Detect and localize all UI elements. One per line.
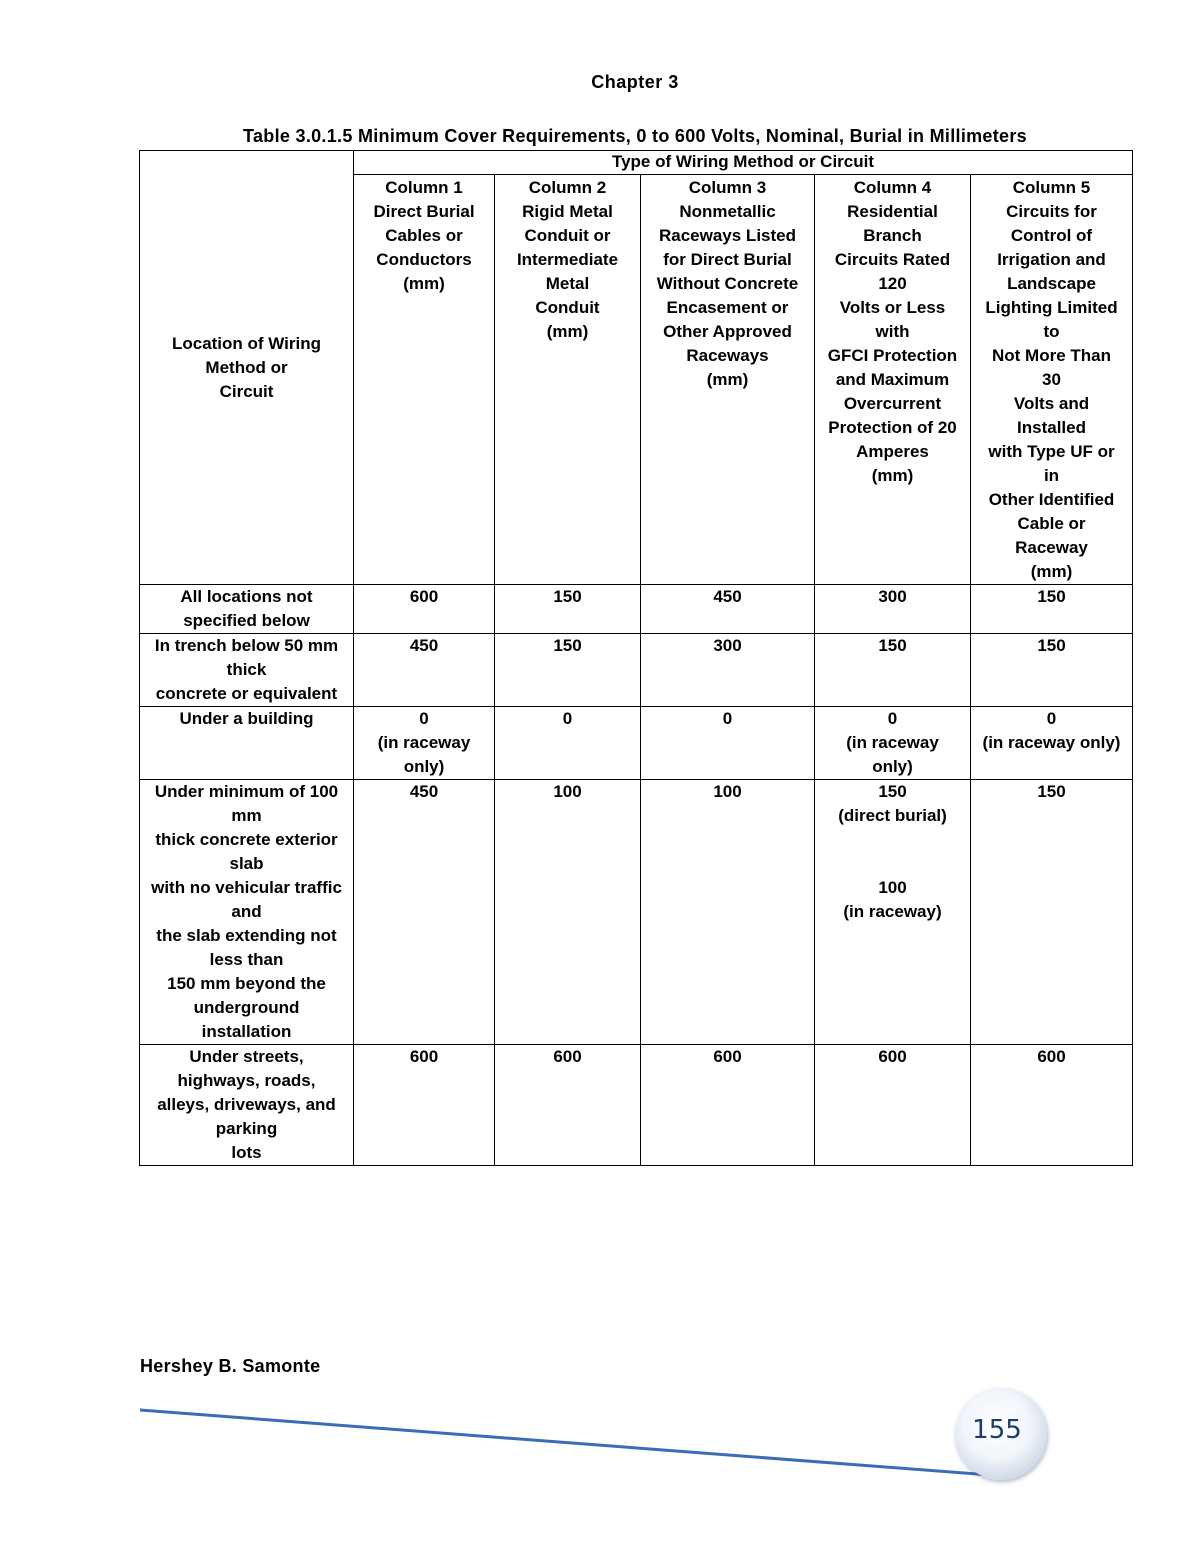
cell-value: 150 <box>971 634 1133 707</box>
cell-value: 600 <box>354 585 495 634</box>
page-number: 155 <box>972 1415 1022 1445</box>
cell-value: 600 <box>354 1045 495 1166</box>
cell-value: 150 <box>971 585 1133 634</box>
cell-value: 0 <box>495 707 641 780</box>
cell-value: 600 <box>641 1045 815 1166</box>
column-header-1: Column 1 Direct Burial Cables or Conductors (mm) <box>354 175 495 585</box>
cell-value: 100 <box>495 780 641 1045</box>
footer-decorative-line <box>140 1405 1000 1485</box>
row-header-location: Location of Wiring Method or Circuit <box>140 151 354 585</box>
row-location: All locations not specified below <box>140 585 354 634</box>
cell-value: 600 <box>971 1045 1133 1166</box>
cell-value: 0 (in raceway only) <box>815 707 971 780</box>
table-title: Table 3.0.1.5 Minimum Cover Requirements, 0 to 600 Volts, Nominal, Burial in Millimeters <box>243 126 1027 146</box>
cell-value: 450 <box>354 780 495 1045</box>
cell-value: 450 <box>641 585 815 634</box>
table-row <box>140 707 1133 780</box>
column-header-2: Column 2 Rigid Metal Conduit or Intermediate Metal Conduit (mm) <box>495 175 641 585</box>
cell-value: 150 <box>495 585 641 634</box>
cell-value: 150 <box>971 780 1133 1045</box>
table-row <box>140 780 1133 1045</box>
cell-value: 150 <box>815 634 971 707</box>
column-header-4: Column 4 Residential Branch Circuits Rated 120 Volts or Less with GFCI Protection and Maximum Overcurrent Protection of 20 Amperes (mm) <box>815 175 971 585</box>
table-row <box>140 634 1133 707</box>
cell-value: 150 <box>495 634 641 707</box>
row-location: Under minimum of 100 mm thick concrete exterior slab with no vehicular traffic and the slab extending not less than 150 mm beyond the underground installation <box>140 780 354 1045</box>
cell-value: 300 <box>815 585 971 634</box>
cell-value: 300 <box>641 634 815 707</box>
cell-value: 100 <box>641 780 815 1045</box>
cell-value: 0 (in raceway only) <box>971 707 1133 780</box>
page-number-badge <box>955 1388 1047 1480</box>
group-header-wiring-method: Type of Wiring Method or Circuit <box>354 151 1133 175</box>
table-row <box>140 585 1133 634</box>
chapter-heading: Chapter 3 <box>591 72 679 92</box>
cell-value: 450 <box>354 634 495 707</box>
column-header-5: Column 5 Circuits for Control of Irrigation and Landscape Lighting Limited to Not More Than 30 Volts and Installed with Type UF or in Other Identified Cable or Raceway (mm) <box>971 175 1133 585</box>
table-row <box>140 1045 1133 1166</box>
cell-value: 150 (direct burial) 100 (in raceway) <box>815 780 971 1045</box>
row-location: Under a building <box>140 707 354 780</box>
row-location: In trench below 50 mm thick concrete or equivalent <box>140 634 354 707</box>
minimum-cover-table <box>139 150 1133 1166</box>
row-location: Under streets, highways, roads, alleys, driveways, and parking lots <box>140 1045 354 1166</box>
cell-value: 0 <box>641 707 815 780</box>
cell-value: 0 (in raceway only) <box>354 707 495 780</box>
column-header-3: Column 3 Nonmetallic Raceways Listed for Direct Burial Without Concrete Encasement or Other Approved Raceways (mm) <box>641 175 815 585</box>
author-name: Hershey B. Samonte <box>140 1356 321 1376</box>
cell-value: 600 <box>495 1045 641 1166</box>
cell-value: 600 <box>815 1045 971 1166</box>
